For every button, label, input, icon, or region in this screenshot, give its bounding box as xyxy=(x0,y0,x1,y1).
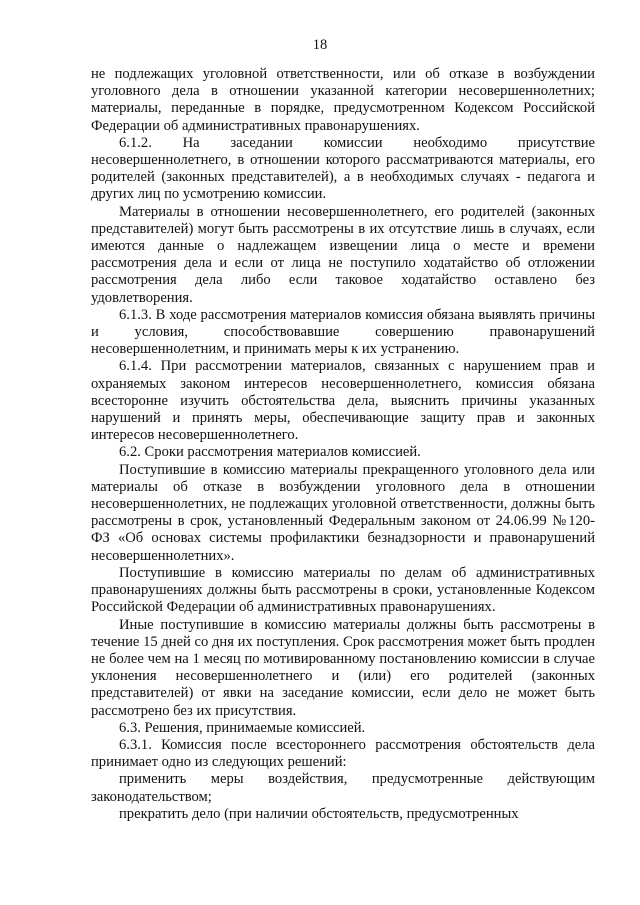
page-number: 18 xyxy=(312,37,328,53)
paragraph-materials-absence: Материалы в отношении несовершеннолетнего, его родителей (законных представителей) могут быть рассмотрены в их отсутствие лишь в случаях, если имеются данные о надлежащем извещении лица о месте и времени рассмотрения дела и если от лица не поступило ходатайство об отложении рассмотрения дела либо если таковое ходатайство оставлено без удовлетворения. xyxy=(91,203,595,306)
list-item-terminate-case: прекратить дело (при наличии обстоятельств, предусмотренных xyxy=(119,805,519,822)
heading-6-2: 6.2. Сроки рассмотрения материалов комиссией. xyxy=(119,444,421,461)
paragraph-6-1-3: 6.1.3. В ходе рассмотрения материалов комиссия обязана выявлять причины и условия, способствовавшие совершению правонарушений несовершеннолетним, и принимать меры к их устранению. xyxy=(91,306,595,358)
paragraph-continuation: не подлежащих уголовной ответственности, или об отказе в возбуждении уголовного дела в отношении указанной категории несовершеннолетних; материалы, переданные в порядке, предусмотренном Кодексом Российской Федерации об административных правонарушениях. xyxy=(91,66,595,134)
paragraph-other-materials-terms: Иные поступившие в комиссию материалы должны быть рассмотрены в течение 15 дней со дня их поступления. Срок рассмотрения может быть продлен не более чем на 1 месяц по мотивированному постановлению комиссии в случае уклонения несовершеннолетнего и (или) его родителей (законных представителей) от явки на заседание комиссии, если дело не может быть рассмотрено без их присутствия. xyxy=(91,616,595,719)
paragraph-6-1-2: 6.1.2. На заседании комиссии необходимо присутствие несовершеннолетнего, в отношении которого рассматриваются материалы, его родителей (законных представителей), а в необходимых случаях - педагога и других лиц по усмотрению комиссии. xyxy=(91,134,595,203)
list-item-apply-measures: применить меры воздействия, предусмотренные действующим законодательством; xyxy=(91,771,595,805)
paragraph-6-3-1: 6.3.1. Комиссия после всестороннего рассмотрения обстоятельств дела принимает одно из следующих решений: xyxy=(91,736,595,771)
paragraph-administrative-terms: Поступившие в комиссию материалы по делам об административных правонарушениях должны быть рассмотрены в сроки, установленные Кодексом Российской Федерации об административных правонарушениях. xyxy=(91,564,595,616)
paragraph-criminal-case-terms: Поступившие в комиссию материалы прекращенного уголовного дела или материалы об отказе в возбуждении уголовного дела в отношении несовершеннолетних, не подлежащих уголовной ответственности, должны быть рассмотрены в срок, установленный Федеральным законом от 24.06.99 №120-ФЗ «Об основах системы профилактики безнадзорности и правонарушений несовершеннолетних». xyxy=(91,461,595,564)
paragraph-6-1-4: 6.1.4. При рассмотрении материалов, связанных с нарушением прав и охраняемых законом интересов несовершеннолетнего, комиссия обязана всесторонне изучить обстоятельства дела, выяснить причины указанных нарушений и принять меры, обеспечивающие защиту прав и законных интересов несовершеннолетнего. xyxy=(91,358,595,444)
heading-6-3: 6.3. Решения, принимаемые комиссией. xyxy=(119,719,366,736)
document-body xyxy=(91,66,595,823)
